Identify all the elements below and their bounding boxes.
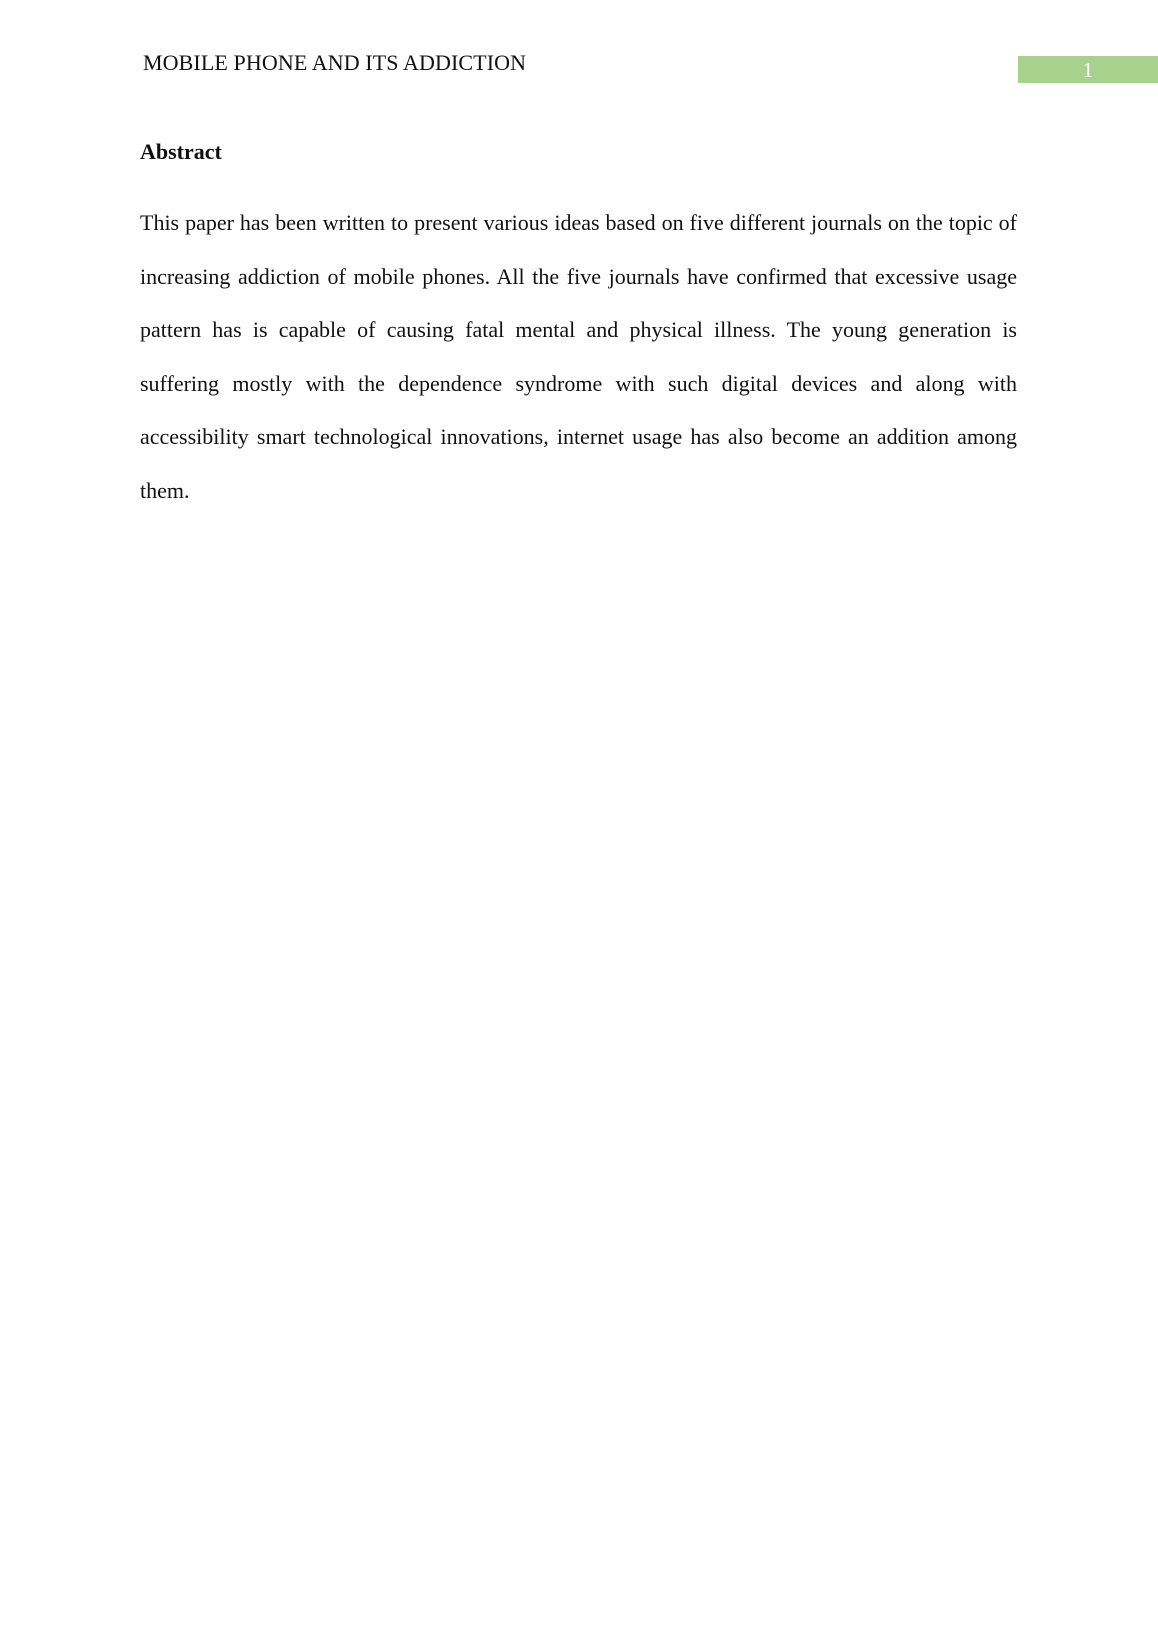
- page-number: 1: [1082, 58, 1094, 82]
- page-number-badge: [1018, 56, 1158, 83]
- abstract-paragraph: This paper has been written to present various ideas based on five different journals on the topic of increasing addiction of mobile phones. All the five journals have confirmed that excessive usage pattern has is capable of causing fatal mental and physical illness. The young generation is suffering mostly with the dependence syndrome with such digital devices and along with accessibility smart technological innovations, internet usage has also become an addition among them.: [140, 210, 1017, 503]
- running-head: MOBILE PHONE AND ITS ADDICTION: [143, 50, 527, 75]
- abstract-heading: Abstract: [140, 139, 222, 164]
- abstract-body: [140, 196, 1017, 517]
